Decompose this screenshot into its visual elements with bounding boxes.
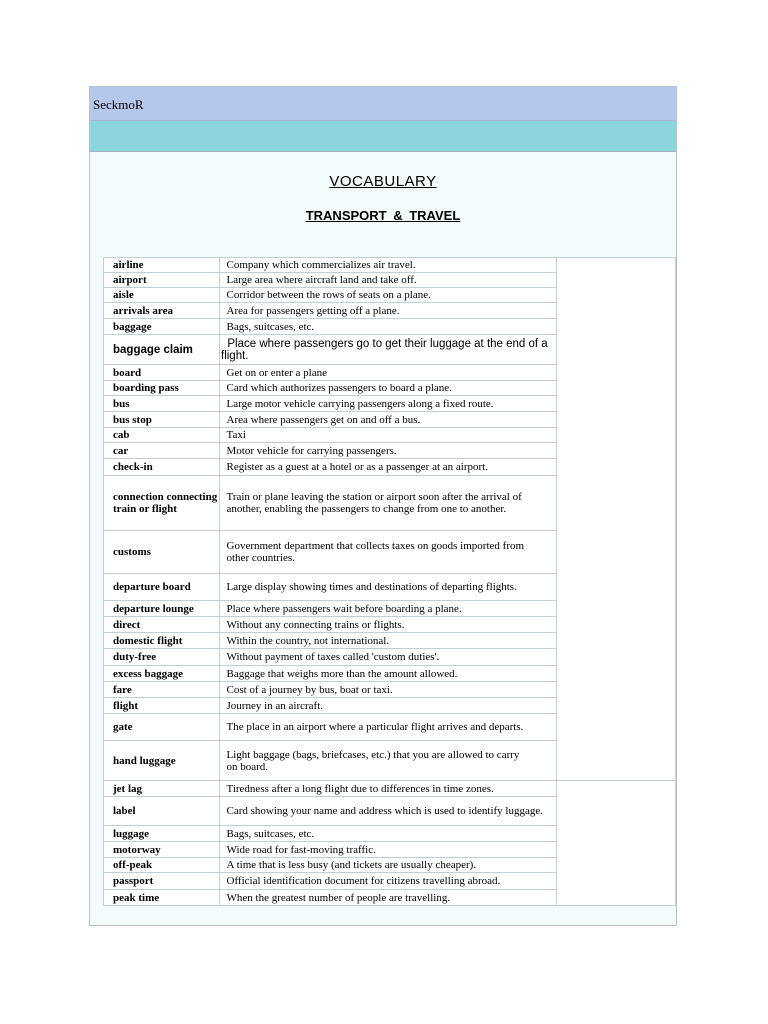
vocab-definition-text: Light baggage (bags, briefcases, etc.) that you are allowed to carry on board. <box>226 748 520 773</box>
vocab-definition <box>220 601 557 617</box>
vocab-term: bus <box>104 396 220 412</box>
vocab-term: baggage <box>104 319 220 335</box>
vocab-definition-text: Register as a guest at a hotel or as a passenger at an airport. <box>221 461 488 473</box>
vocab-definition-text: Wide road for fast-moving traffic. <box>221 843 376 856</box>
vocab-definition <box>220 303 557 319</box>
vocab-term: board <box>104 365 220 381</box>
vocab-definition <box>220 826 557 842</box>
vocab-term: car <box>104 443 220 459</box>
document-frame <box>89 86 677 926</box>
vocab-definition <box>220 633 557 649</box>
vocab-term: excess baggage <box>104 666 220 682</box>
vocabulary-table-body <box>104 258 676 906</box>
vocab-definition-text: Company which commercializes air travel. <box>221 259 416 271</box>
vocab-definition <box>220 682 557 698</box>
vocab-definition-text: Place where passengers wait before boarding a plane. <box>221 602 462 615</box>
vocab-definition <box>220 335 557 365</box>
vocab-definition <box>220 531 557 574</box>
page-subtitle: TRANSPORT & TRAVEL <box>305 208 461 223</box>
vocab-definition-text: Get on or enter a plane <box>221 366 327 379</box>
vocab-definition-text: Card which authorizes passengers to board a plane. <box>221 382 452 394</box>
vocab-definition <box>220 649 557 666</box>
vocab-definition-text: Large motor vehicle carrying passengers along a fixed route. <box>221 397 494 410</box>
vocab-definition-text: Bags, suitcases, etc. <box>221 827 315 840</box>
header-band <box>90 121 676 152</box>
vocab-term: motorway <box>104 842 220 858</box>
vocab-definition <box>220 890 557 906</box>
vocab-term: airport <box>104 273 220 288</box>
vocab-row <box>104 781 676 797</box>
vocab-definition-text: Tiredness after a long flight due to differences in time zones. <box>221 782 494 795</box>
vocab-definition-text: Corridor between the rows of seats on a plane. <box>221 289 431 301</box>
vocabulary-table <box>103 257 676 906</box>
vocab-definition <box>220 781 557 797</box>
vocab-term: peak time <box>104 890 220 906</box>
vocab-term: luggage <box>104 826 220 842</box>
vocab-term: hand luggage <box>104 741 220 781</box>
vocab-term: departure board <box>104 574 220 601</box>
vocab-term: airline <box>104 258 220 273</box>
vocab-definition-text: Motor vehicle for carrying passengers. <box>221 444 397 457</box>
vocab-definition <box>220 666 557 682</box>
vocab-definition-text: Area where passengers get on and off a bus. <box>221 413 421 426</box>
vocab-term: customs <box>104 531 220 574</box>
vocab-definition-text: Official identification document for citizens travelling abroad. <box>221 875 501 887</box>
vocab-definition-text: Without payment of taxes called 'custom duties'. <box>221 651 440 663</box>
title-bar <box>90 87 676 121</box>
vocab-term: jet lag <box>104 781 220 797</box>
vocab-definition-text: Cost of a journey by bus, boat or taxi. <box>221 683 393 696</box>
vocab-definition <box>220 288 557 303</box>
vocab-definition-text: Area for passengers getting off a plane. <box>221 304 400 317</box>
vocab-row <box>104 258 676 273</box>
vocab-definition-text: Without any connecting trains or flights. <box>221 618 405 631</box>
vocab-term: direct <box>104 617 220 633</box>
vocab-definition-text: Train or plane leaving the station or airport soon after the arrival of another, enabling the passengers to change from one to another. <box>226 491 522 515</box>
author-name: SeckmoR <box>93 97 144 112</box>
vocab-definition-text: Journey in an aircraft. <box>221 699 324 712</box>
vocab-definition <box>220 858 557 873</box>
vocab-definition-text: Large display showing times and destinations of departing flights. <box>221 581 517 593</box>
vocab-definition <box>220 381 557 396</box>
vocab-definition-text: Card showing your name and address which is used to identify luggage. <box>221 805 543 817</box>
vocab-definition <box>220 797 557 826</box>
vocab-term: duty-free <box>104 649 220 666</box>
vocab-term: fare <box>104 682 220 698</box>
vocab-definition-text: A time that is less busy (and tickets are usually cheaper). <box>221 859 477 871</box>
vocab-term: passport <box>104 873 220 890</box>
vocab-definition <box>220 617 557 633</box>
notes-column <box>557 781 676 906</box>
vocab-definition <box>220 574 557 601</box>
notes-column <box>557 258 676 781</box>
vocab-definition <box>220 698 557 714</box>
vocab-definition <box>220 319 557 335</box>
vocab-term: baggage claim <box>104 335 220 365</box>
vocab-definition-text: Bags, suitcases, etc. <box>221 320 315 333</box>
vocab-definition <box>220 412 557 428</box>
vocab-term: flight <box>104 698 220 714</box>
vocab-definition <box>220 714 557 741</box>
vocab-term: boarding pass <box>104 381 220 396</box>
vocab-definition-text: When the greatest number of people are travelling. <box>221 891 451 904</box>
vocab-definition <box>220 273 557 288</box>
vocab-definition-text: Within the country, not international. <box>221 634 390 647</box>
page-title: VOCABULARY <box>329 173 437 190</box>
vocab-term: domestic flight <box>104 633 220 649</box>
vocab-definition <box>220 476 557 531</box>
vocab-definition <box>220 258 557 273</box>
vocab-term: aisle <box>104 288 220 303</box>
vocab-definition <box>220 873 557 890</box>
vocab-definition-text: Large area where aircraft land and take off. <box>221 274 417 286</box>
vocab-definition-text: Taxi <box>221 429 246 441</box>
vocab-definition-text: The place in an airport where a particular flight arrives and departs. <box>221 721 524 733</box>
vocab-definition <box>220 443 557 459</box>
vocab-term: label <box>104 797 220 826</box>
vocab-term: gate <box>104 714 220 741</box>
vocab-term: off-peak <box>104 858 220 873</box>
vocab-definition <box>220 459 557 476</box>
vocab-definition <box>220 365 557 381</box>
vocab-term: connection connecting train or flight <box>104 476 220 531</box>
vocab-term: bus stop <box>104 412 220 428</box>
vocab-term: arrivals area <box>104 303 220 319</box>
vocab-definition-text: Baggage that weighs more than the amount allowed. <box>221 667 458 680</box>
vocab-definition <box>220 741 557 781</box>
vocab-term: cab <box>104 428 220 443</box>
vocab-definition <box>220 842 557 858</box>
vocab-definition <box>220 396 557 412</box>
vocab-definition-text: Government department that collects taxes on goods imported from other countries. <box>226 540 525 564</box>
vocab-definition-text: Place where passengers go to get their luggage at the end of a flight. <box>221 337 551 362</box>
vocab-definition <box>220 428 557 443</box>
vocab-term: check-in <box>104 459 220 476</box>
vocab-term: departure lounge <box>104 601 220 617</box>
